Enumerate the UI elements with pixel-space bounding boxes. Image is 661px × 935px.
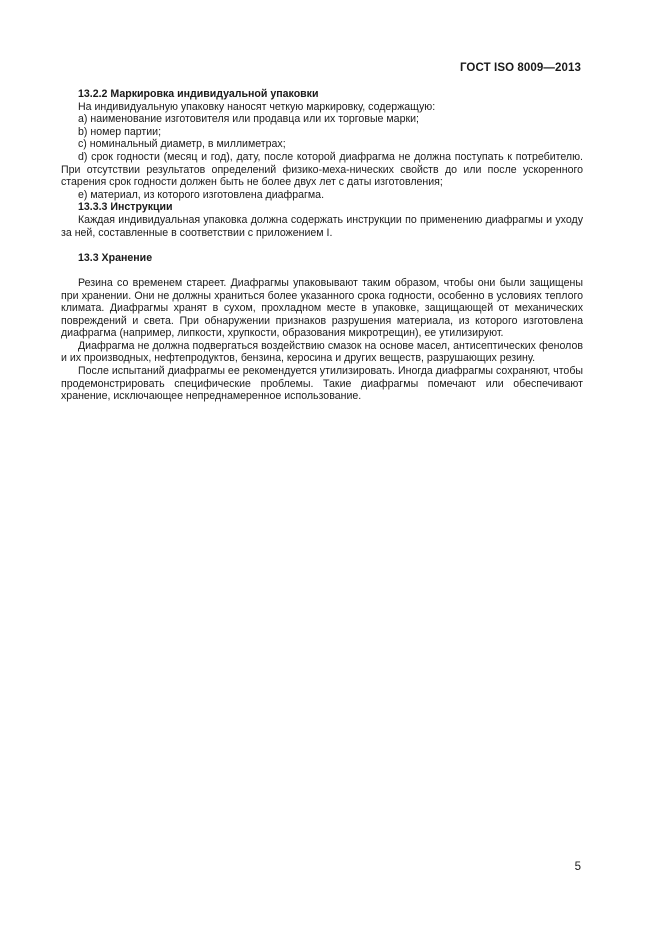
marking-item-e: e) материал, из которого изготовлена диафрагма. bbox=[78, 188, 325, 201]
marking-item-a: a) наименование изготовителя или продавца или их торговые марки; bbox=[78, 113, 419, 126]
section-13-3-heading: 13.3 Хранение bbox=[78, 251, 153, 264]
storage-paragraph-2: Диафрагма не должна подвергаться воздействию смазок на основе масел, антисептических фенолов и их производных, нефтепродуктов, бензина, керосина и других веществ, разрушающих резину. bbox=[61, 339, 583, 365]
section-13-3-3-heading: 13.3.3 Инструкции bbox=[78, 201, 173, 214]
section-13-2-2-heading: 13.2.2 Маркировка индивидуальной упаковки bbox=[78, 88, 319, 100]
marking-item-b: b) номер партии; bbox=[78, 125, 162, 138]
section-13-2-2-intro: На индивидуальную упаковку наносят четкую маркировку, содержащую: bbox=[78, 100, 436, 113]
storage-paragraph-1: Резина со временем стареет. Диафрагмы упаковывают таким образом, чтобы они были защищены при хранении. Они не должны храниться более указанного срока годности, особенно в условиях теплого климата. Диафрагмы хранят в сухом, прохладном месте в упаковке, защищающей от механических повреждений и света. При обнаружении признаков разрушения материала, из которого изготовлена диафрагма (например, липкости, хрупкости, образования микротрещин), ее утилизируют. bbox=[61, 276, 583, 340]
page-content bbox=[61, 88, 583, 403]
document-code: ГОСТ ISO 8009—2013 bbox=[459, 62, 581, 74]
section-13-3-3-text: Каждая индивидуальная упаковка должна содержать инструкции по применению диафрагмы и уходу за ней, составленные в соответствии с приложением I. bbox=[61, 213, 583, 239]
storage-paragraph-3: После испытаний диафрагмы ее рекомендуется утилизировать. Иногда диафрагмы сохраняют, чтобы продемонстрировать специфические проблемы. Такие диафрагмы помечают или обеспечивают хранение, исключающее непреднамеренное использование. bbox=[61, 365, 583, 403]
marking-item-d: d) срок годности (месяц и год), дату, после которой диафрагма не должна поступать к потребителю. При отсутствии результатов определений физико-меха-нических свойств до или после ускоренного старения срок годности должен быть не более двух лет с даты изготовления; bbox=[61, 150, 583, 189]
marking-item-c: c) номинальный диаметр, в миллиметрах; bbox=[78, 138, 286, 151]
page-number: 5 bbox=[574, 861, 581, 873]
